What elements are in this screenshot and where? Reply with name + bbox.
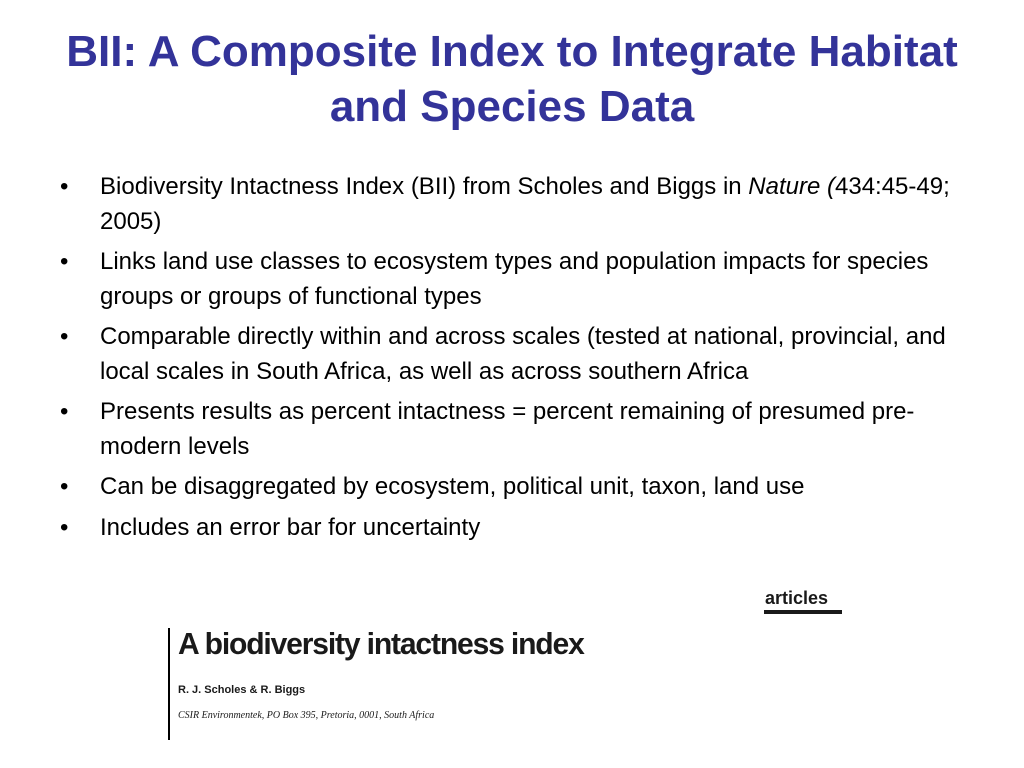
bullet-item [60, 320, 960, 389]
article-clipping [168, 583, 858, 743]
margin-rule [168, 628, 170, 740]
bullet-dot-icon [60, 245, 80, 280]
bullet-dot-icon [60, 470, 80, 505]
journal-name: Nature ( [748, 173, 835, 200]
bullet-text: Includes an error bar for uncertainty [100, 513, 481, 541]
citation-details: 434:45-49; 2005) [100, 173, 950, 235]
bullet-item [60, 395, 960, 464]
article-title: A biodiversity intactness index [178, 626, 584, 661]
article-authors: R. J. Scholes & R. Biggs [178, 684, 306, 696]
bullet-item [60, 170, 960, 239]
author-affiliation: CSIR Environmentek, PO Box 395, Pretoria, 0001, South Africa [178, 710, 435, 721]
bullet-list [60, 170, 960, 551]
section-label: articles [765, 588, 829, 608]
bullet-dot-icon [60, 170, 80, 205]
slide-title: BII: A Composite Index to Integrate Habitat and Species Data [66, 27, 958, 131]
bullet-item [60, 511, 960, 546]
bullet-text: Links land use classes to ecosystem types and population impacts for species groups or groups of functional types [100, 248, 929, 310]
bullet-item [60, 245, 960, 314]
bullet-text: Presents results as percent intactness = percent remaining of presumed pre-modern levels [100, 398, 915, 460]
bullet-dot-icon [60, 395, 80, 430]
section-underline [764, 610, 842, 614]
bullet-text: Comparable directly within and across scales (tested at national, provincial, and local scales in South Africa, as well as across southern Africa [100, 323, 946, 385]
bullet-dot-icon [60, 511, 80, 546]
bullet-dot-icon [60, 320, 80, 355]
bullet-item [60, 470, 960, 505]
bullet-text: Can be disaggregated by ecosystem, political unit, taxon, land use [100, 473, 805, 500]
bullet-text: Biodiversity Intactness Index (BII) from Scholes and Biggs in [100, 173, 749, 200]
